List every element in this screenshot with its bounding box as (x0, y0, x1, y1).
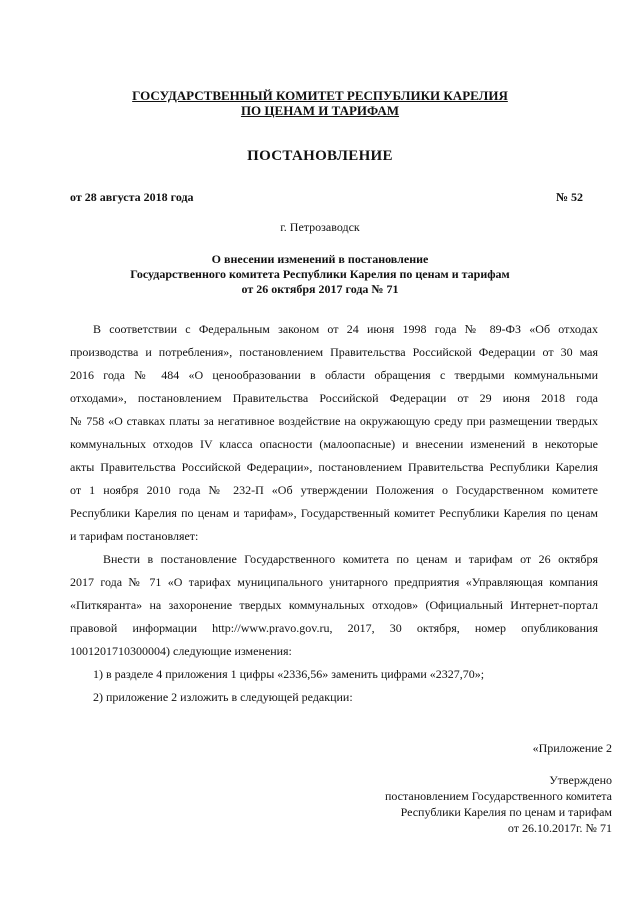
change-item: 1) в разделе 4 приложения 1 цифры «2336,56» заменить цифрами «2327,70»; (93, 667, 485, 681)
paragraph-2-line: 1001201710300004) следующие изменения: (70, 644, 292, 658)
paragraph-1-line: 2016 года № 484 «О ценообразовании в области обращения с твердыми коммунальными (70, 368, 598, 382)
change-item: 2) приложение 2 изложить в следующей редакции: (93, 690, 353, 704)
paragraph-1-line: В соответствии с Федеральным законом от 24 июня 1998 года № 89-ФЗ «Об отходах (93, 322, 598, 336)
document-date: от 28 августа 2018 года (70, 190, 194, 204)
paragraph-2-line: Внести в постановление Государственного комитета по ценам и тарифам от 26 октября (103, 552, 598, 566)
document-city: г. Петрозаводск (280, 220, 360, 234)
paragraph-1-line: № 758 «О ставках платы за негативное воздействие на окружающую среду при размещении твердых (70, 414, 598, 428)
appendix-label: «Приложение 2 (532, 741, 612, 755)
paragraph-1-line: коммунальных отходов IV класса опасности (малоопасные) и внесении изменений в некоторые (70, 437, 598, 451)
approved-label: Утверждено (549, 773, 612, 787)
committee-name-line-2: ПО ЦЕНАМ И ТАРИФАМ (240, 103, 400, 118)
paragraph-2-line: правовой информации http://www.pravo.gov.ru, 2017, 30 октября, номер опубликования (70, 621, 598, 635)
paragraph-2-line: «Питкяранта» на захоронение твердых коммунальных отходов» (Официальный Интернет-портал (70, 598, 598, 612)
paragraph-1-line: Республики Карелия по ценам и тарифам», Государственный комитет Республики Карелия по ценам (70, 506, 598, 520)
document-title: ПОСТАНОВЛЕНИЕ (247, 148, 393, 164)
paragraph-1-line: от 1 ноября 2010 года № 232-П «Об утверждении Положения о Государственном комитете (70, 483, 598, 497)
approved-by-line: Республики Карелия по ценам и тарифам (400, 805, 612, 819)
document-subject (0, 252, 640, 297)
subject-line: Государственного комитета Республики Карелия по ценам и тарифам (130, 267, 510, 281)
committee-name-line-1: ГОСУДАРСТВЕННЫЙ КОМИТЕТ РЕСПУБЛИКИ КАРЕЛИЯ (132, 88, 508, 103)
approved-by-line: постановлением Государственного комитета (384, 789, 612, 803)
paragraph-1-line: и тарифам постановляет: (70, 529, 199, 543)
paragraph-1-line: производства и потребления», постановлением Правительства Российской Федерации от 30 мая (70, 345, 598, 359)
paragraph-1-line: акты Правительства Российской Федерации», постановлением Правительства Республики Карелия (70, 460, 598, 474)
subject-line: от 26 октября 2017 года № 71 (241, 282, 399, 296)
approved-date-line: от 26.10.2017г. № 71 (507, 821, 612, 835)
document-number: № 52 (555, 190, 583, 204)
paragraph-2-line: 2017 года № 71 «О тарифах муниципального унитарного предприятия «Управляющая компания (70, 575, 598, 589)
paragraph-1-line: отходами», постановлением Правительства Российской Федерации от 29 июня 2018 года (70, 391, 598, 405)
subject-line: О внесении изменений в постановление (211, 252, 429, 266)
